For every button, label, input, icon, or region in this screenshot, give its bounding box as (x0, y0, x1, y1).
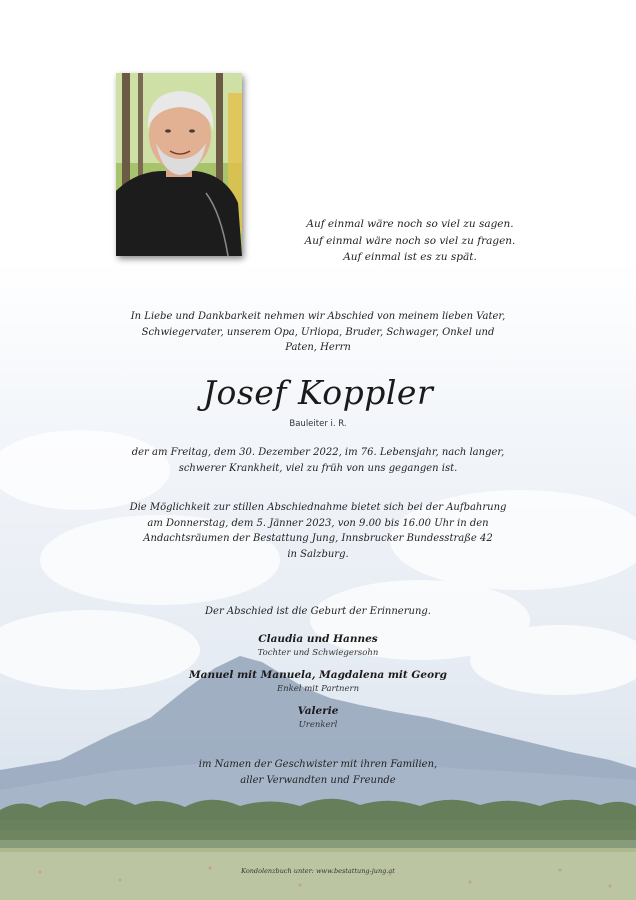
deceased-name: Josef Koppler (202, 373, 434, 412)
death-notice (100, 445, 536, 476)
verse-line: Auf einmal ist es zu spät. (343, 251, 477, 263)
condolence-book-link[interactable]: Kondolenzbuch unter: www.bestattung-jung.at (241, 867, 395, 875)
mourner-relation: Tochter und Schwiegersohn (257, 648, 379, 658)
viewing-line: in Salzburg. (287, 548, 349, 560)
mourner-relation: Enkel mit Partnern (276, 684, 360, 694)
viewing-notice (100, 500, 536, 562)
intro-line: In Liebe und Dankbarkeit nehmen wir Abschied von meinem lieben Vater, (130, 311, 506, 322)
verse-line: Auf einmal wäre noch so viel zu fragen. (304, 234, 516, 247)
intro-line: Paten, Herrn (285, 342, 351, 353)
viewing-line: am Donnerstag, dem 5. Jänner 2023, von 9.00 bis 16.00 Uhr in den (147, 517, 489, 529)
mourner-relation: Urenkerl (298, 720, 338, 730)
mourner-names: Manuel mit Manuela, Magdalena mit Georg (189, 669, 447, 681)
portrait-image (116, 73, 242, 256)
family-note (100, 757, 536, 788)
death-notice-line: der am Freitag, dem 30. Dezember 2022, im 76. Lebensjahr, nach langer, (131, 447, 505, 458)
mourner-names: Claudia und Hannes (258, 633, 378, 645)
mourners-list (100, 632, 536, 740)
verse-line: Auf einmal wäre noch so viel zu sagen. (306, 218, 514, 230)
intro-text (100, 309, 536, 356)
death-notice-line: schwerer Krankheit, viel zu früh von uns gegangen ist. (178, 462, 458, 474)
portrait-photo (116, 73, 242, 256)
verse (270, 216, 550, 266)
viewing-line: Die Möglichkeit zur stillen Abschiednahme bietet sich bei der Aufbahrung (129, 502, 507, 513)
intro-line: Schwiegervater, unserem Opa, Urliopa, Bruder, Schwager, Onkel und (141, 326, 495, 338)
mourner-names: Valerie (297, 705, 339, 717)
motto: Der Abschied ist die Geburt der Erinnerung. (205, 606, 431, 617)
viewing-line: Andachtsräumen der Bestattung Jung, Innsbrucker Bundesstraße 42 (143, 533, 493, 544)
family-note-line: aller Verwandten und Freunde (240, 774, 396, 786)
family-note-line: im Namen der Geschwister mit ihren Familien, (198, 759, 438, 770)
deceased-title: Bauleiter i. R. (289, 419, 347, 429)
